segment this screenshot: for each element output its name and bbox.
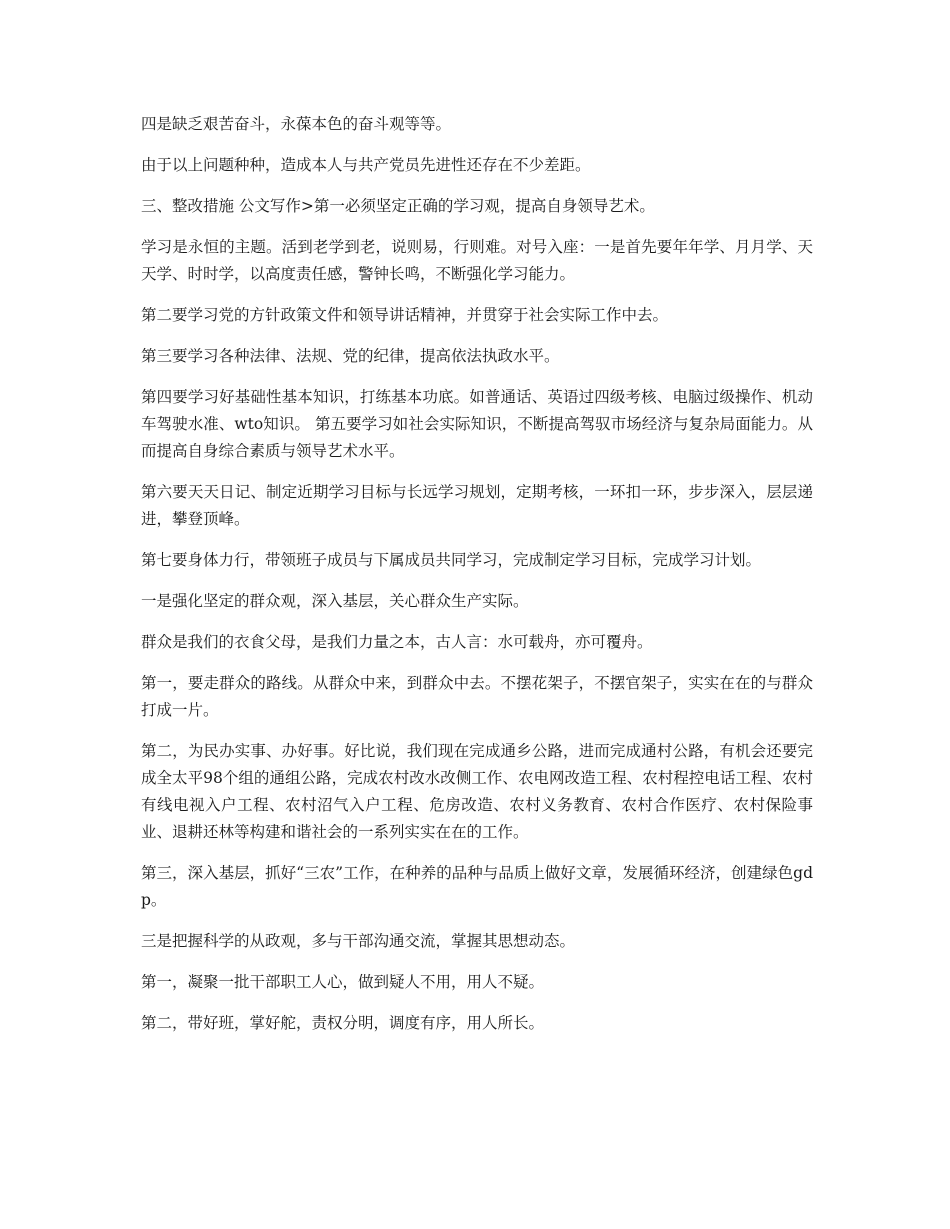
paragraph: 第二，带好班，掌好舵，责权分明，调度有序，用人所长。: [141, 1014, 545, 1032]
paragraph: 一是强化坚定的群众观，深入基层，关心群众生产实际。: [141, 592, 529, 610]
paragraph: 第七要身体力行，带领班子成员与下属成员共同学习，完成制定学习目标，完成学习计划。: [141, 551, 762, 569]
paragraph: 第一，要走群众的路线。从群众中来，到群众中去。不摆花架子，不摆官架子，实实在在的与群众打成一片。: [141, 674, 813, 719]
paragraph: 群众是我们的衣食父母，是我们力量之本，古人言：水可载舟，亦可覆舟。: [141, 633, 653, 651]
document-body: [141, 111, 813, 1051]
paragraph: 由于以上问题种种，造成本人与共产党员先进性还存在不少差距。: [141, 156, 591, 174]
paragraph: 第三要学习各种法律、法规、党的纪律，提高依法执政水平。: [141, 347, 560, 365]
paragraph: 学习是永恒的主题。活到老学到老，说则易，行则难。对号入座：一是首先要年年学、月月学、天天学、时时学，以高度责任感，警钟长鸣，不断强化学习能力。: [141, 238, 813, 283]
paragraph: 第三，深入基层，抓好“三农”工作，在种养的品种与品质上做好文章，发展循环经济，创建绿色gdp。: [141, 864, 813, 909]
paragraph: 第二要学习党的方针政策文件和领导讲话精神，并贯穿于社会实际工作中去。: [141, 306, 669, 324]
paragraph: 第六要天天日记、制定近期学习目标与长远学习规划，定期考核，一环扣一环，步步深入，层层递进，攀登顶峰。: [141, 483, 813, 528]
paragraph: 四是缺乏艰苦奋斗，永葆本色的奋斗观等等。: [141, 115, 452, 133]
paragraph: 三是把握科学的从政观，多与干部沟通交流，掌握其思想动态。: [141, 932, 576, 950]
paragraph: 第四要学习好基础性基本知识，打练基本功底。如普通话、英语过四级考核、电脑过级操作、机动车驾驶水准、wto知识。 第五要学习如社会实际知识，不断提高驾驭市场经济与复杂局面能力。从而提高自身综合素质与领导艺术水平。: [141, 388, 813, 460]
paragraph: 第一，凝聚一批干部职工人心，做到疑人不用，用人不疑。: [141, 973, 545, 991]
paragraph: 三、整改措施 公文写作>第一必须坚定正确的学习观，提高自身领导艺术。: [141, 197, 655, 215]
paragraph: 第二，为民办实事、办好事。好比说，我们现在完成通乡公路，进而完成通村公路，有机会还要完成全太平98个组的通组公路，完成农村改水改侧工作、农电网改造工程、农村程控电话工程、农村有线电视入户工程、农村沼气入户工程、危房改造、农村义务教育、农村合作医疗、农村保险事业、退耕还林等构建和谐社会的一系列实实在在的工作。: [141, 742, 813, 841]
